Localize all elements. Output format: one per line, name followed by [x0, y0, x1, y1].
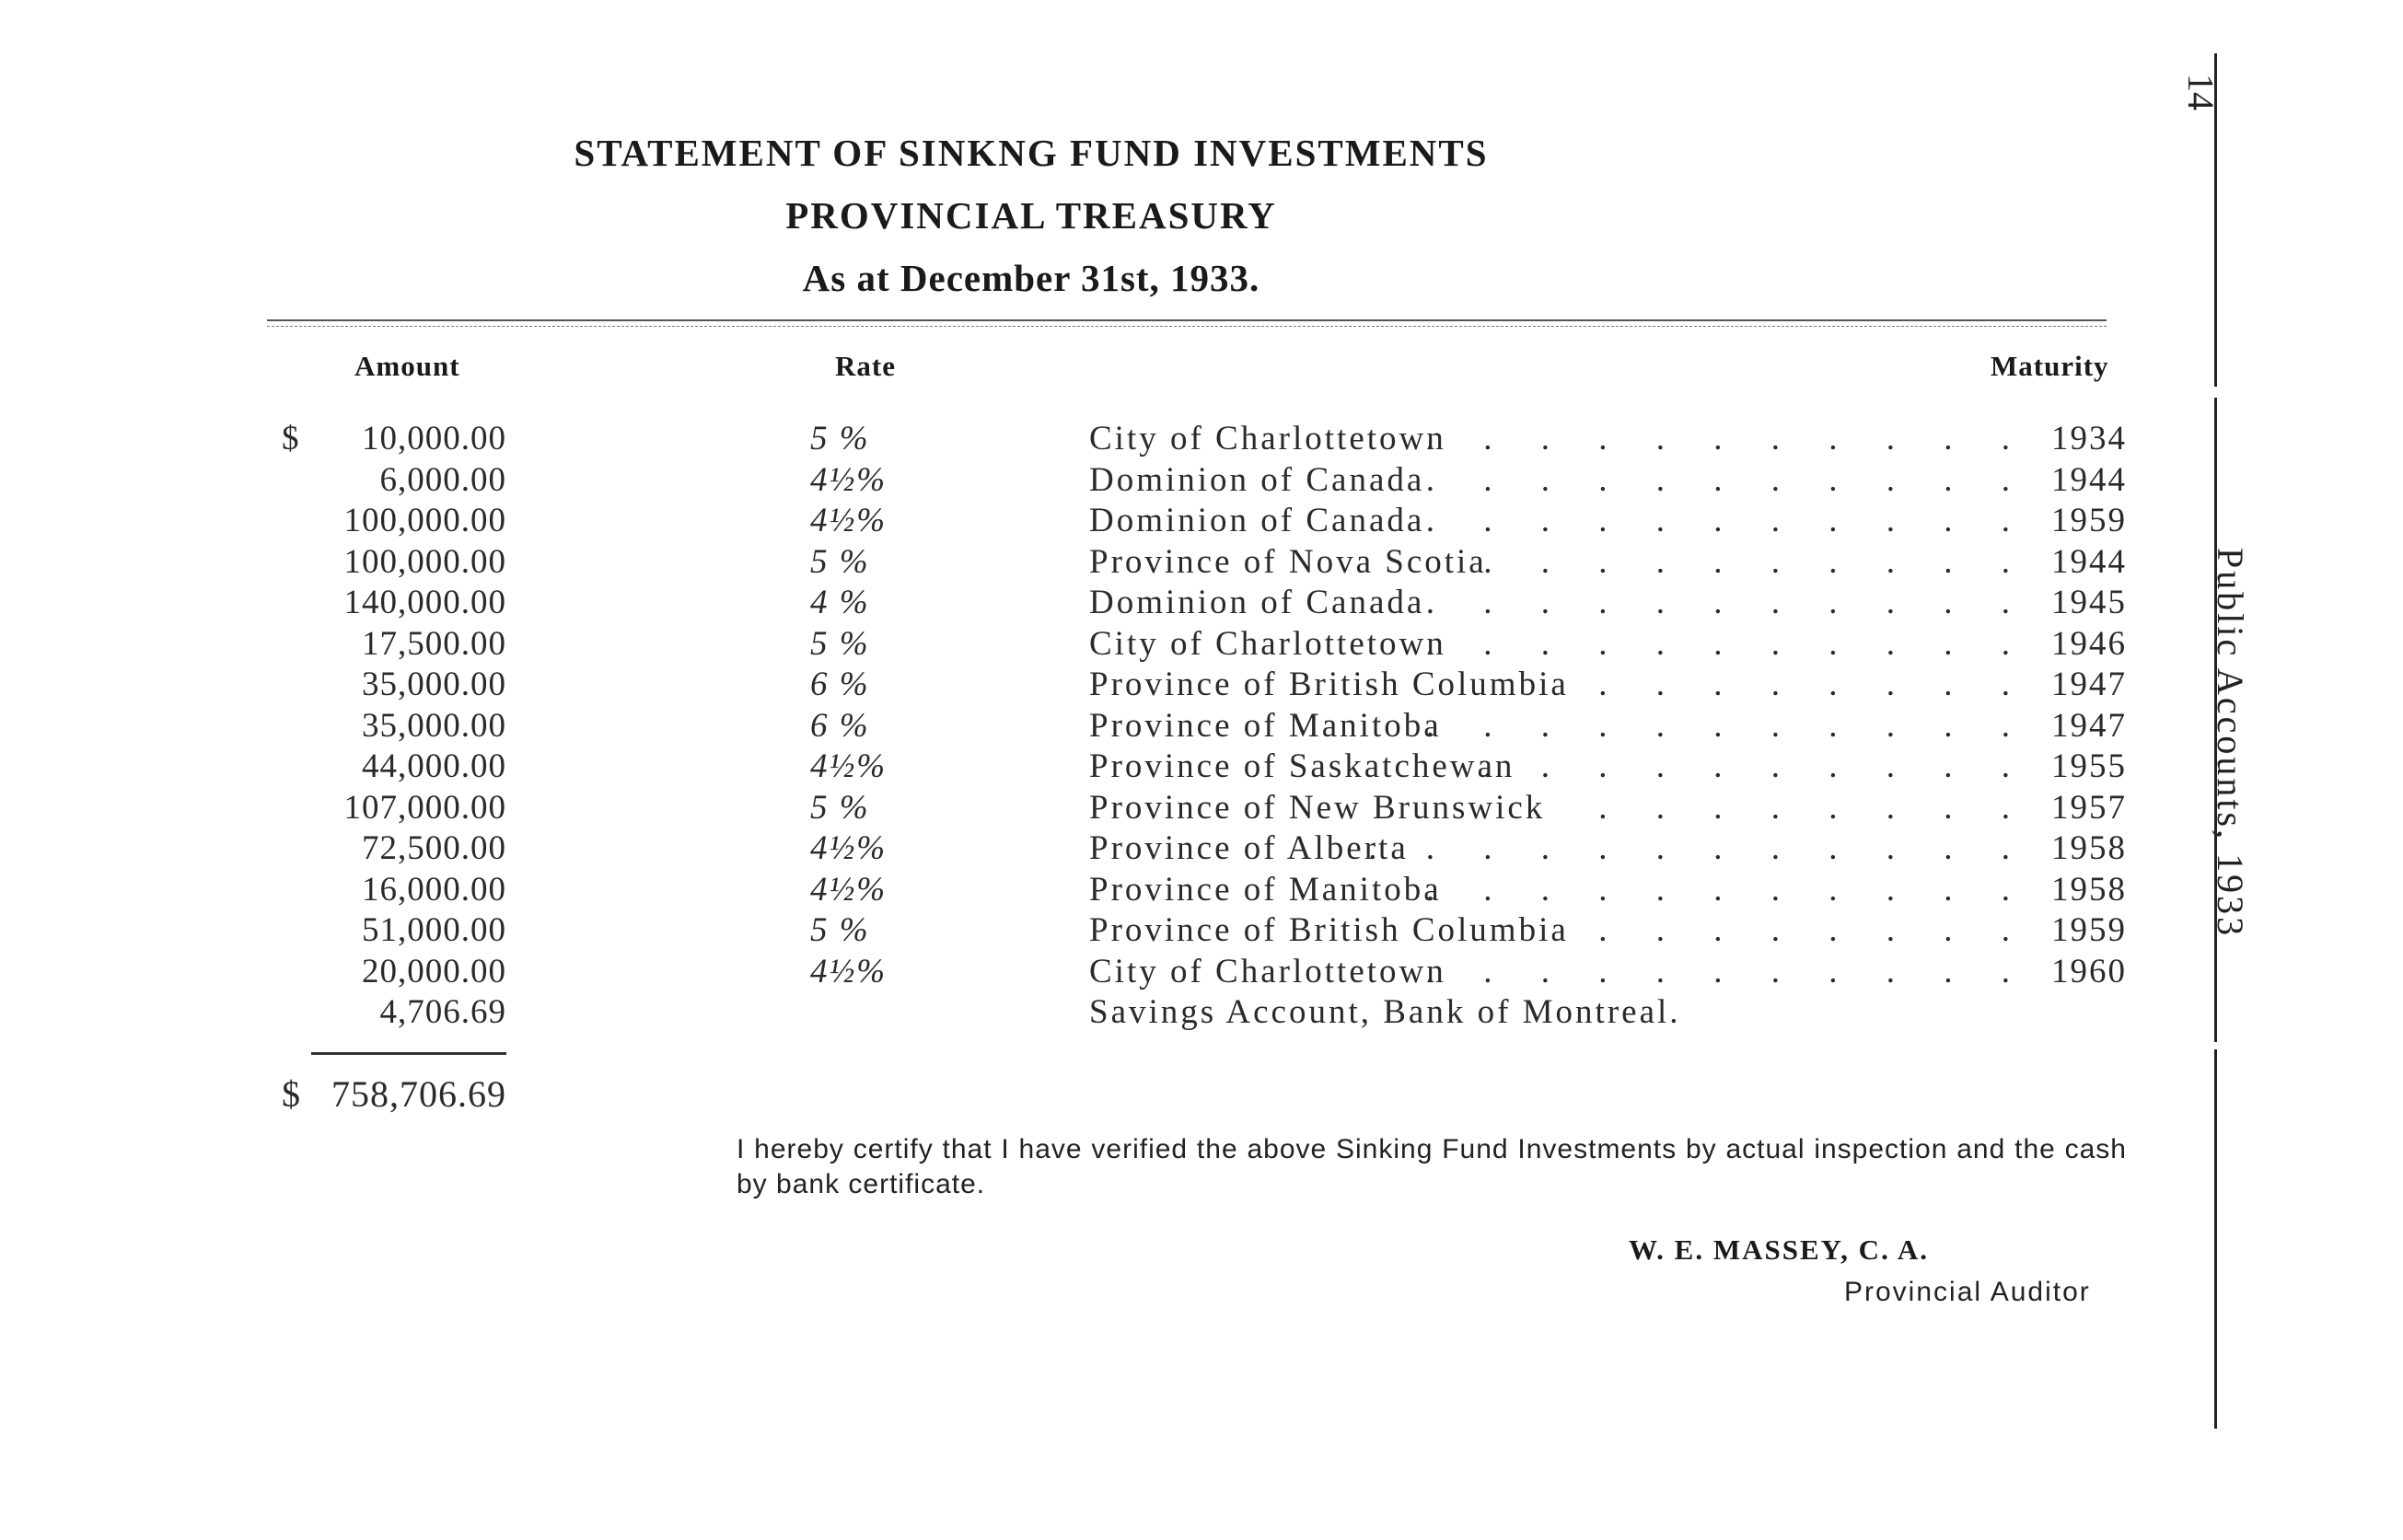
- rate-cell: 6 %: [810, 666, 870, 703]
- amount-cell: 44,000.00: [362, 747, 506, 785]
- maturity-cell: 1957: [2051, 788, 2127, 827]
- rate-cell: 5 %: [810, 624, 870, 663]
- amount-cell: 100,000.00: [343, 542, 506, 581]
- dot-leaders: . . . . . . . . . . .: [1425, 870, 2030, 909]
- amount-cell: 16,000.00: [362, 870, 506, 909]
- table-row: [0, 542, 2210, 583]
- table-row: [0, 706, 2210, 747]
- table-row: [0, 747, 2210, 787]
- rate-cell: 5 %: [810, 788, 870, 827]
- statement-subtitle: PROVINCIAL TREASURY: [785, 194, 1277, 237]
- amount-cell: 51,000.00: [362, 911, 506, 949]
- rate-cell: 5 %: [810, 911, 870, 949]
- amount-cell: 17,500.00: [362, 624, 506, 663]
- dot-leaders: . . . . . . . . . . .: [1425, 624, 2030, 663]
- maturity-cell: 1944: [2051, 460, 2127, 499]
- rate-cell: 4 %: [810, 584, 870, 621]
- maturity-cell: 1947: [2051, 666, 2127, 703]
- maturity-cell: 1959: [2051, 502, 2127, 539]
- maturity-cell: 1955: [2051, 747, 2127, 785]
- page-number: 14: [2180, 74, 2222, 110]
- maturity-cell: 1958: [2051, 870, 2127, 909]
- rate-cell: 4½%: [810, 747, 888, 785]
- description-cell: Savings Account, Bank of Montreal.: [1089, 993, 1681, 1031]
- description-cell: City of Charlottetown: [1089, 420, 1446, 457]
- description-cell: City of Charlottetown: [1089, 952, 1446, 990]
- rate-cell: 6 %: [810, 706, 870, 745]
- rate-cell: 5 %: [810, 542, 870, 581]
- total-rule: [311, 1052, 506, 1055]
- dot-leaders: . . . . . . . . . .: [1483, 542, 2030, 581]
- rate-cell: 4½%: [810, 460, 888, 499]
- dot-leaders: . . . . . . . . . . .: [1425, 460, 2030, 499]
- description-cell: Dominion of Canada: [1089, 502, 1425, 539]
- rate-cell: 4½%: [810, 952, 888, 990]
- dot-leaders: . . . . . . . . . . .: [1425, 502, 2030, 539]
- dot-leaders: . . . . . . . . . .: [1483, 747, 2030, 785]
- dot-leaders: . . . . . . . . . . .: [1425, 706, 2030, 745]
- margin-rule-bottom: [2214, 1049, 2217, 1429]
- rate-cell: 4½%: [810, 502, 888, 539]
- amount-cell: 20,000.00: [362, 952, 506, 990]
- maturity-cell: 1945: [2051, 584, 2127, 621]
- amount-cell: 140,000.00: [343, 584, 506, 621]
- column-header-maturity: Maturity: [1991, 350, 2109, 382]
- table-row: [0, 665, 2210, 705]
- amount-cell: 35,000.00: [362, 706, 506, 745]
- dot-leaders: . . . . . . . . . . .: [1425, 420, 2030, 457]
- maturity-cell: 1946: [2051, 624, 2127, 663]
- amount-cell: 6,000.00: [379, 460, 506, 499]
- total-dollar-sign: $: [282, 1073, 301, 1115]
- description-cell: Province of British Columbia: [1089, 666, 1569, 703]
- table-row: [0, 952, 2210, 992]
- table-row: [0, 624, 2210, 665]
- dot-leaders: . . . . . . . .: [1598, 666, 2030, 703]
- table-row: [0, 419, 2210, 459]
- dot-leaders: . . . . . . . . . . .: [1425, 584, 2030, 621]
- table-row: [0, 870, 2210, 910]
- maturity-cell: 1960: [2051, 952, 2127, 990]
- statement-date: As at December 31st, 1933.: [802, 257, 1260, 299]
- statement-title: STATEMENT OF SINKNG FUND INVESTMENTS: [574, 132, 1489, 174]
- table-row: [0, 788, 2210, 828]
- description-cell: Province of Manitoba: [1089, 706, 1442, 745]
- description-cell: Province of Saskatchewan: [1089, 747, 1515, 785]
- table-row: [0, 910, 2210, 951]
- table-row: [0, 992, 2210, 1033]
- description-cell: Province of Alberta: [1089, 829, 1409, 867]
- amount-cell: 72,500.00: [362, 829, 506, 867]
- rate-cell: 4½%: [810, 870, 888, 909]
- column-header-amount: Amount: [354, 350, 460, 382]
- table-row: [0, 460, 2210, 501]
- amount-cell: 35,000.00: [362, 666, 506, 703]
- total-amount: 758,706.69: [331, 1073, 506, 1115]
- certification-text: I hereby certify that I have verified the above Sinking Fund Investments by actual inspection and the cash by bank certificate.: [737, 1134, 2127, 1199]
- maturity-cell: 1947: [2051, 706, 2127, 745]
- rate-cell: 5 %: [810, 420, 870, 457]
- maturity-cell: 1944: [2051, 542, 2127, 581]
- column-header-rate: Rate: [835, 350, 896, 382]
- maturity-cell: 1934: [2051, 420, 2127, 457]
- table-row: [0, 501, 2210, 541]
- amount-cell: 107,000.00: [343, 788, 506, 827]
- amount-cell: 10,000.00: [362, 420, 506, 457]
- rate-cell: 4½%: [810, 829, 888, 867]
- auditor-title: Provincial Auditor: [1844, 1277, 2091, 1307]
- maturity-cell: 1959: [2051, 911, 2127, 949]
- description-cell: Province of Nova Scotia: [1089, 542, 1487, 581]
- dot-leaders: . . . . . . . . . . .: [1425, 952, 2030, 990]
- amount-dollar-sign: $: [282, 420, 299, 457]
- header-rule-bottom: [267, 326, 2107, 327]
- description-cell: Dominion of Canada: [1089, 584, 1425, 621]
- running-head: Public Accounts, 1933: [2210, 548, 2251, 939]
- description-cell: Dominion of Canada: [1089, 460, 1425, 499]
- amount-cell: 100,000.00: [343, 502, 506, 539]
- header-rule-top: [267, 319, 2107, 321]
- dot-leaders: . . . . . . . .: [1598, 911, 2030, 949]
- dot-leaders: . . . . . . . .: [1598, 788, 2030, 827]
- auditor-signature-name: W. E. MASSEY, C. A.: [1629, 1233, 1929, 1266]
- table-row: [0, 583, 2210, 623]
- description-cell: City of Charlottetown: [1089, 624, 1446, 663]
- description-cell: Province of British Columbia: [1089, 911, 1569, 949]
- dot-leaders: . . . . . . . . . . . .: [1368, 829, 2030, 867]
- amount-cell: 4,706.69: [379, 993, 506, 1031]
- description-cell: Province of New Brunswick: [1089, 788, 1546, 827]
- description-cell: Province of Manitoba: [1089, 870, 1442, 909]
- maturity-cell: 1958: [2051, 829, 2127, 867]
- table-row: [0, 828, 2210, 869]
